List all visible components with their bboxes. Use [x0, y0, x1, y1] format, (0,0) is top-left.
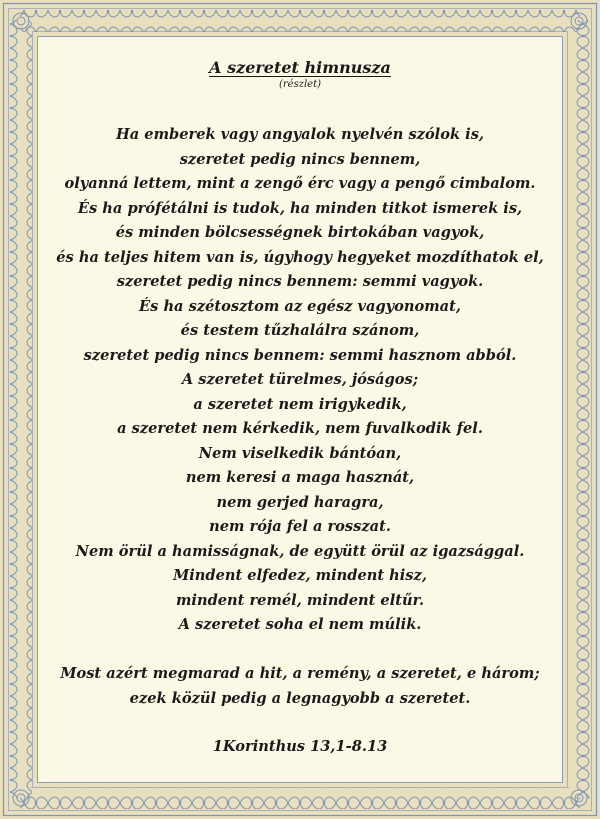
poem-line: Nem örül a hamisságnak, de együtt örül az igazsággal. — [75, 542, 525, 560]
poem-verse — [38, 123, 562, 638]
poem-line: és minden bölcsességnek birtokában vagyok, — [115, 224, 485, 241]
poem-line: nem gerjed haragra, — [216, 493, 384, 511]
poem-line: És ha szétosztom az egész vagyonomat, — [139, 297, 461, 315]
poem-line: Nem viselkedik bántóan, — [198, 444, 402, 462]
poem-line: a szeretet nem kérkedik, nem fuvalkodik fel. — [117, 420, 483, 437]
poem-title: A szeretet himnusza — [209, 58, 391, 77]
poem-line: A szeretet soha el nem múlik. — [178, 616, 422, 633]
bible-reference: 1Korinthus 13,1-8.13 — [212, 738, 388, 755]
poem-line: Mindent elfedez, mindent hisz, — [173, 567, 427, 584]
poem-line: és ha teljes hitem van is, úgyhogy hegyeket mozdíthatok el, — [56, 248, 544, 266]
poem-line: szeretet pedig nincs bennem: semmi vagyok. — [116, 273, 484, 290]
poem-subtitle: (részlet) — [278, 79, 322, 90]
poem-line: Most azért megmarad a hit, a remény, a szeretet, e három; — [60, 665, 540, 682]
poem-line: mindent remél, mindent eltűr. — [175, 591, 425, 609]
poem-line: nem rója fel a rosszat. — [209, 518, 391, 535]
poem-line: nem keresi a maga hasznát, — [185, 469, 415, 486]
poem-line: Ha emberek vagy angyalok nyelvén szólok is, — [115, 126, 484, 143]
poem-line: És ha prófétálni is tudok, ha minden titkot ismerek is, — [77, 199, 523, 217]
poem-line: szeretet pedig nincs bennem: semmi hasznom abból. — [83, 346, 517, 364]
poem-closing — [38, 662, 562, 711]
poem-page — [37, 36, 563, 783]
poem-line: olyanná lettem, mint a zengő érc vagy a pengő cimbalom. — [64, 175, 536, 192]
poem-line: A szeretet türelmes, jóságos; — [181, 371, 419, 388]
poem-line: és testem tűzhalálra szánom, — [180, 322, 420, 339]
poem-line: a szeretet nem irigykedik, — [193, 395, 407, 413]
poem-line: szeretet pedig nincs bennem, — [179, 150, 421, 168]
poem-line: ezek közül pedig a legnagyobb a szeretet. — [129, 689, 471, 707]
